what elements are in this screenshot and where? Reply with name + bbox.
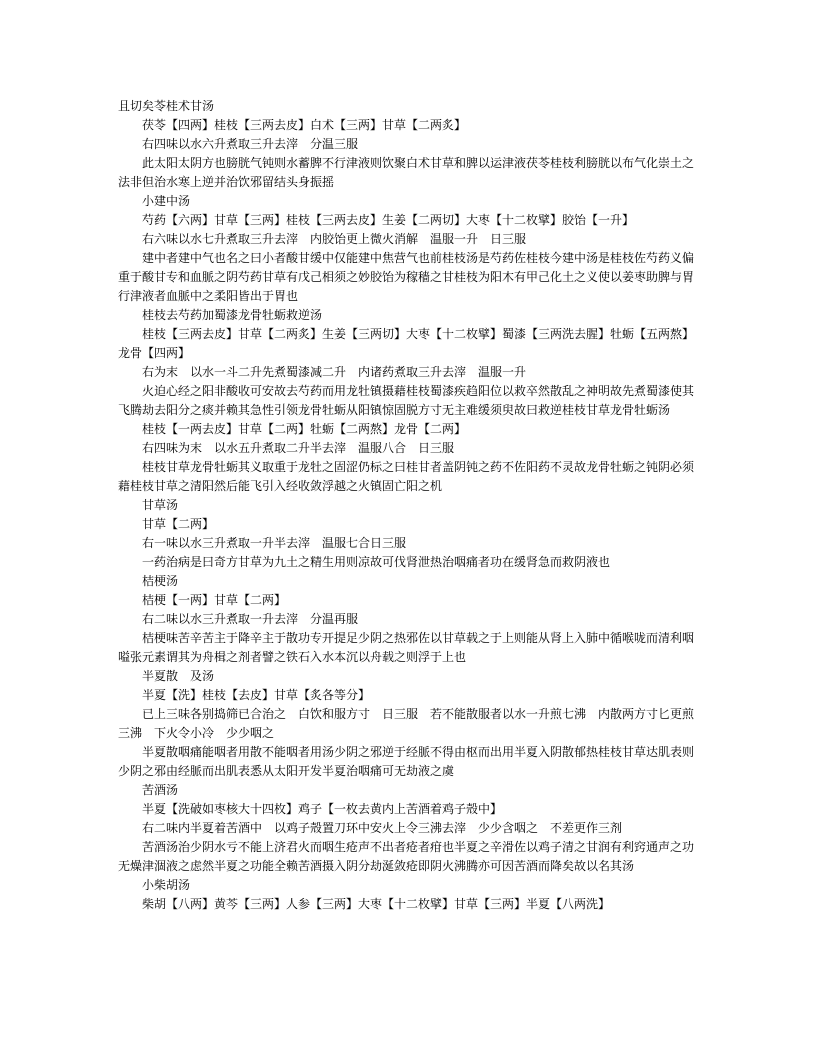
text-line: 一药治病是曰奇方甘草为九土之精生用则凉故可伐肾泄热治咽痛者功在缓肾急而救阴液也 — [142, 555, 611, 569]
text-line: 桂枝【三两去皮】甘草【二两炙】生姜【三两切】大枣【十二枚擘】蜀漆【三两洗去腥】牡蛎【五两熬】龙骨【四两】 — [118, 327, 695, 360]
text-line: 桔梗【一两】甘草【二两】 — [142, 593, 287, 607]
section-heading: 桔梗汤 — [142, 574, 179, 588]
text-line: 柴胡【八两】黄芩【三两】人参【三两】大枣【十二枚擘】甘草【三两】半夏【八两洗】 — [142, 897, 611, 911]
text-line: 桂枝甘草龙骨牡蛎其义取重于龙牡之固涩仍标之曰桂甘者盖阴钝之药不佐阳药不灵故龙骨牡蛎之钝阴必须藉桂枝甘草之清阳然后能飞引入经收敛浮越之火镇固亡阳之机 — [118, 460, 695, 493]
text-line: 半夏散咽痛能咽者用散不能咽者用汤少阴之邪逆于经脈不得由枢而出用半夏入阴散郁热桂枝甘草达肌表则少阴之邪由经脈而出肌表悉从太阳开发半夏治咽痛可无劫液之虞 — [118, 745, 695, 778]
section-heading: 苦酒汤 — [142, 783, 179, 797]
text-line: 半夏【洗】桂枝【去皮】甘草【炙各等分】 — [142, 688, 371, 702]
text-line: 芍药【六两】甘草【三两】桂枝【三两去皮】生姜【二两切】大枣【十二枚擘】胶饴【一升】 — [142, 213, 635, 227]
text-line: 茯苓【四两】桂枝【三两去皮】白术【三两】甘草【二两炙】 — [142, 118, 467, 132]
text-line: 右四味为末 以水五升煮取二升半去滓 温服八合 日三服 — [142, 441, 455, 455]
text-line: 建中者建中气也名之曰小者酸甘缓中仅能建中焦营气也前桂枝汤是芍药佐桂枝今建中汤是桂枝佐芍药义偏重于酸甘专和血脈之阴芍药甘草有戊己相须之妙胶饴为稼穑之甘桂枝为阳木有甲己化土之义使以姜枣助脾与胃行津液者血脈中之柔阳皆出于胃也 — [118, 251, 695, 303]
text-line: 桂枝【一两去皮】甘草【二两】牡蛎【二两熬】龙骨【二两】 — [142, 422, 467, 436]
text-line: 右四味以水六升煮取三升去滓 分温三服 — [142, 137, 359, 151]
text-line: 右一味以水三升煮取一升半去滓 温服七合日三服 — [142, 536, 407, 550]
text-line: 半夏【洗破如枣核大十四枚】鸡子【一枚去黄内上苦酒着鸡子殼中】 — [142, 802, 503, 816]
text-line: 右二味内半夏着苦酒中 以鸡子殼置刀环中安火上令三沸去滓 少少含咽之 不差更作三剂 — [142, 821, 623, 835]
section-heading: 小建中汤 — [142, 194, 191, 208]
text-line: 已上三味各别捣筛已合治之 白饮和服方寸 日三服 若不能散服者以水一升煎七沸 内散两方寸匕更煎三沸 下火令小冷 少少咽之 — [118, 707, 695, 740]
section-heading: 半夏散 及汤 — [142, 669, 215, 683]
text-line: 且切矣苓桂术甘汤 — [118, 99, 215, 113]
text-line: 苦酒汤治少阴水亏不能上济君火而咽生疮声不出者疮者疳也半夏之辛滑佐以鸡子清之甘润有利窍通声之功无燥津涸液之虑然半夏之功能全赖苦酒摄入阴分劫涎敛疮即阴火沸腾亦可因苦酒而降矣故以名其汤 — [118, 840, 695, 873]
text-line: 火迫心经之阳非酸收可安故去芍药而用龙牡镇摄藉桂枝蜀漆疾趋阳位以救卒然散乱之神明故先煮蜀漆使其飞腾劫去阳分之痰并赖其急性引领龙骨牡蛎从阳镇惊固脱方寸无主难缓须臾故曰救逆桂枝甘草龙骨牡蛎汤 — [118, 384, 695, 417]
section-heading: 甘草汤 — [142, 498, 179, 512]
section-heading: 桂枝去芍药加蜀漆龙骨牡蛎救逆汤 — [142, 308, 323, 322]
document-page — [118, 97, 700, 914]
text-line: 此太阳太阴方也膀胱气钝则水蓄脾不行津液则饮聚白术甘草和脾以运津液茯苓桂枝利膀胱以布气化崇土之法非但治水寒上逆并治饮邪留结头身振摇 — [118, 156, 695, 189]
text-line: 右六味以水七升煮取三升去滓 内胶饴更上微火消解 温服一升 日三服 — [142, 232, 527, 246]
text-line: 甘草【二两】 — [142, 517, 215, 531]
section-heading: 小柴胡汤 — [142, 878, 191, 892]
text-line: 右为末 以水一斗二升先煮蜀漆减二升 内诸药煮取三升去滓 温服一升 — [142, 365, 527, 379]
text-line: 桔梗味苦辛苦主于降辛主于散功专开提足少阴之热邪佐以甘草载之于上则能从肾上入肺中循喉咙而清利咽嗌张元素谓其为舟楫之剂者譬之铁石入水本沉以舟载之则浮于上也 — [118, 631, 695, 664]
text-line: 右二味以水三升煮取一升去滓 分温再服 — [142, 612, 359, 626]
